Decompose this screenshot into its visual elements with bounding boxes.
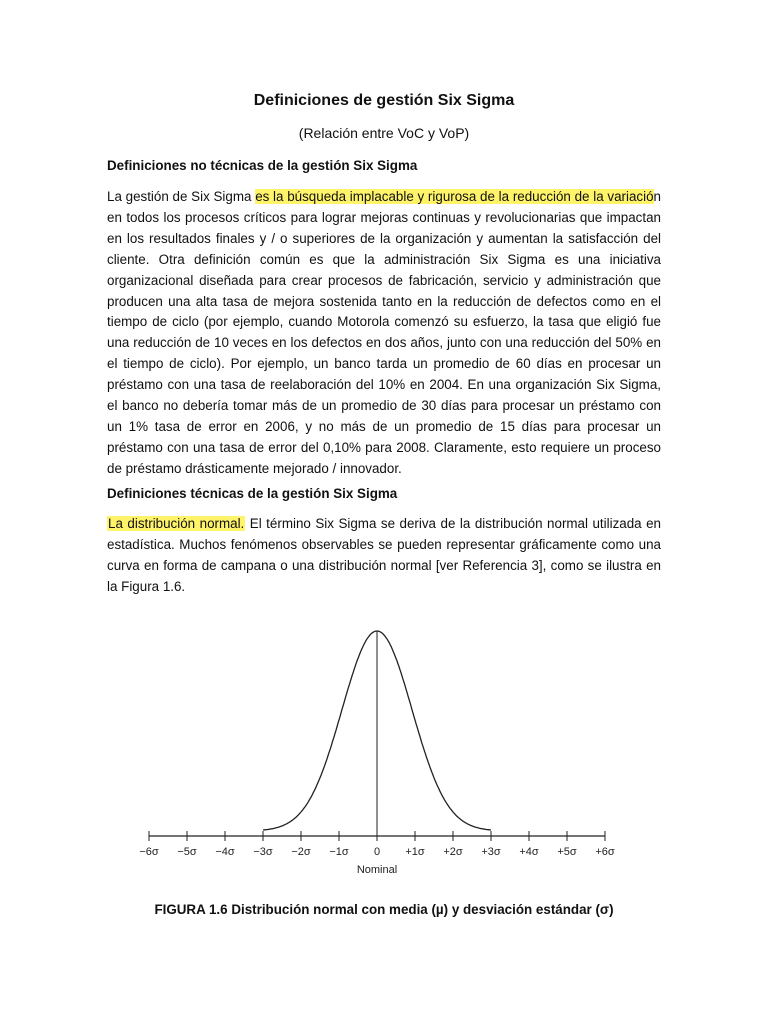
x-axis-tick-label: −4σ	[215, 846, 235, 858]
section-heading-nontechnical: Definiciones no técnicas de la gestión Six Sigma	[107, 158, 418, 173]
x-axis-tick-label: −6σ	[139, 846, 159, 858]
section-heading-technical: Definiciones técnicas de la gestión Six Sigma	[107, 486, 398, 501]
x-axis-tick-label: −2σ	[291, 846, 311, 858]
x-axis-tick-label: +2σ	[443, 846, 463, 858]
x-axis-tick-label: +5σ	[557, 846, 577, 858]
x-axis-tick-label: +6σ	[595, 846, 615, 858]
highlighted-text: La distribución normal.	[108, 516, 245, 531]
x-axis-tick-label: +1σ	[405, 846, 425, 858]
x-axis-tick-label: −1σ	[329, 846, 349, 858]
paragraph-lead: La gestión de Six Sigma	[107, 189, 252, 204]
paragraph-technical	[107, 514, 661, 598]
highlighted-text: es la búsqueda implacable y rigurosa de la reducción de la variació	[255, 189, 654, 204]
normal-distribution-figure	[130, 616, 630, 886]
x-axis-tick-label: +4σ	[519, 846, 539, 858]
x-axis-tick-label: +3σ	[481, 846, 501, 858]
paragraph-body: El término Six Sigma se deriva de la distribución normal utilizada en estadística. Muchos fenómenos observables se pueden representar gráficamente como una curva en forma de campana o una distribución normal [ver Referencia 3], como se ilustra en la Figura 1.6.	[107, 516, 662, 594]
x-axis-tick-label: −3σ	[253, 846, 273, 858]
document-subtitle: (Relación entre VoC y VoP)	[298, 125, 470, 141]
paragraph-nontechnical	[107, 187, 661, 480]
paragraph-body: n en todos los procesos críticos para lograr mejoras continuas y revolucionarias que impactan en los resultados finales y / o superiores de la organización y aumentan la satisfacción del cliente. Otra definición común es que la administración Six Sigma es una iniciativa organizacional diseñada para crear procesos de fabricación, servicio y administración que producen una alta tasa de mejora sostenida tanto en la reducción de defectos como en el tiempo de ciclo (por ejemplo, cuando Motorola comenzó su esfuerzo, la tasa que eligió fue una reducción de 10 veces en los defectos en dos años, junto con una reducción del 50% en el tiempo de ciclo). Por ejemplo, un banco tarda un promedio de 60 días en procesar un préstamo con una tasa de reelaboración del 10% en 2004. En una organización Six Sigma, el banco no debería tomar más de un promedio de 30 días para procesar un préstamo con un 1% tasa de error en 2006, y no más de un promedio de 15 días para procesar un préstamo con una tasa de error del 0,10% para 2008. Claramente, esto requiere un proceso de préstamo drásticamente mejorado / innovador.	[107, 189, 661, 476]
x-axis-label: Nominal	[356, 864, 398, 876]
x-axis-tick-label: −5σ	[177, 846, 197, 858]
document-title: Definiciones de gestión Six Sigma	[253, 92, 515, 109]
normal-distribution-chart	[130, 616, 630, 886]
figure-caption: FIGURA 1.6 Distribución normal con media (µ) y desviación estándar (σ)	[154, 902, 614, 917]
x-axis-tick-label: 0	[373, 846, 381, 858]
